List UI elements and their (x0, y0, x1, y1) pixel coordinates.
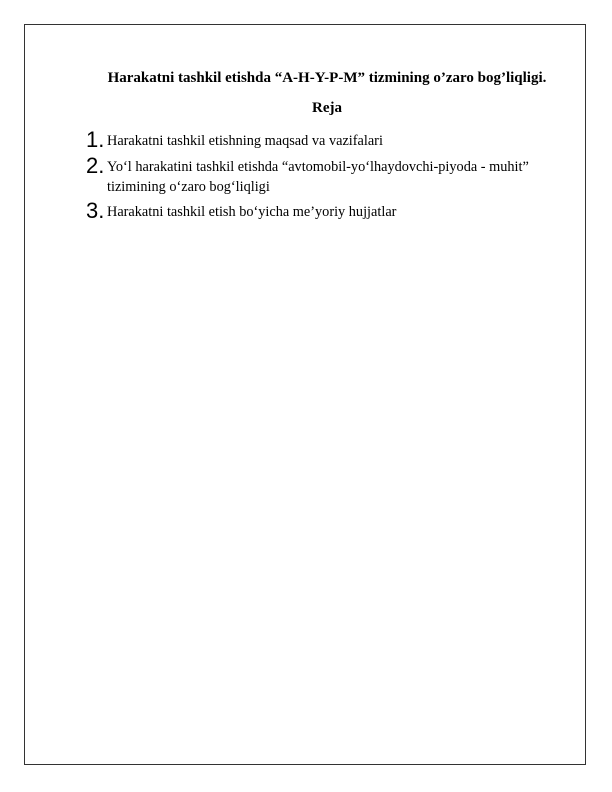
plan-item-number: 1. (86, 127, 105, 152)
plan-item-text: Yo‘l harakatini tashkil etishda “avtomobil-yo‘lhaydovchi-piyoda - muhit” tizimining o‘zaro bog‘liqligi (107, 159, 529, 195)
plan-list (86, 127, 586, 227)
plan-item (86, 153, 586, 197)
document-title: Harakatni tashkil etishda “A-H-Y-P-M” tizmining o’zaro bog’liqligi. (107, 70, 547, 86)
plan-item-text: Harakatni tashkil etish bo‘yicha me’yoriy hujjatlar (107, 204, 397, 220)
plan-item-number: 3. (86, 198, 105, 223)
section-title: Reja (312, 100, 342, 116)
plan-item (86, 127, 586, 152)
plan-item-number: 2. (86, 153, 105, 178)
plan-item (86, 198, 586, 223)
plan-item-text: Harakatni tashkil etishning maqsad va vazifalari (107, 133, 383, 149)
